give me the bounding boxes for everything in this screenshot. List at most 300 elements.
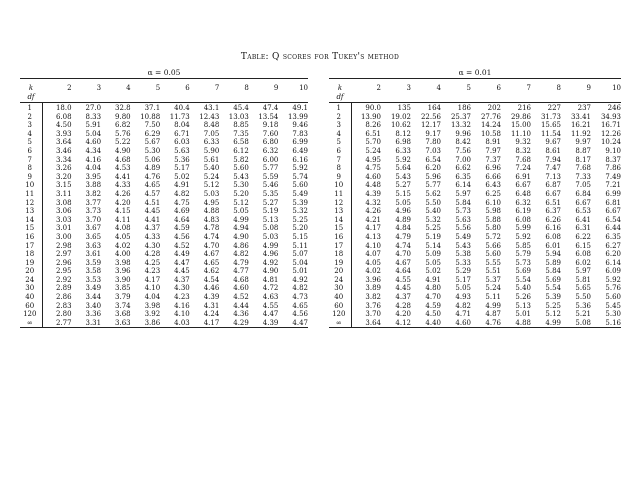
- q-value-cell: 5.92: [292, 164, 308, 173]
- k-header-cell: 8: [556, 84, 561, 92]
- q-value-cell: 5.12: [233, 198, 249, 207]
- q-value-cell: 5.80: [485, 224, 501, 233]
- df-cell: 5: [20, 138, 42, 147]
- q-value-cell: 3.44: [85, 293, 102, 302]
- q-value-cell: 5.46: [262, 181, 279, 190]
- q-value-cell: 5.60: [605, 293, 621, 302]
- q-value-cell: 5.30: [605, 310, 621, 319]
- df-cell: 6: [329, 147, 351, 156]
- q-value-cell: 4.78: [203, 224, 220, 233]
- q-value-cell: 4.82: [455, 301, 471, 310]
- q-value-cell: 27.0: [85, 104, 102, 112]
- df-cell: 1: [20, 103, 42, 113]
- q-value-cell: 34.93: [600, 112, 621, 121]
- df-label: df: [329, 93, 351, 103]
- q-value-cell: 4.77: [233, 267, 249, 276]
- q-value-cell: 12.17: [420, 121, 441, 130]
- table-row: [329, 284, 621, 293]
- df-cell: 18: [329, 250, 351, 259]
- q-value-cell: 4.70: [203, 241, 220, 250]
- df-cell: 13: [329, 207, 351, 216]
- df-cell: ∞: [20, 319, 42, 328]
- q-value-cell: 4.10: [144, 284, 161, 293]
- q-value-cell: 4.15: [115, 207, 131, 216]
- q-value-cell: 6.54: [425, 155, 441, 164]
- q-value-cell: 4.59: [425, 301, 441, 310]
- q-value-cell: 9.18: [262, 121, 279, 130]
- q-value-cell: 6.91: [515, 172, 531, 181]
- q-value-cell: 4.30: [174, 284, 190, 293]
- q-value-cell: 8.91: [485, 138, 501, 147]
- q-value-cell: 4.40: [411, 319, 441, 328]
- q-value-cell: 16.71: [600, 121, 621, 130]
- q-value-cell: 4.75: [174, 198, 190, 207]
- df-cell: 40: [329, 293, 351, 302]
- table-row: [329, 310, 621, 319]
- q-value-cell: 4.47: [174, 258, 190, 267]
- k-header-cell: 10: [299, 84, 308, 92]
- df-header-row: [20, 93, 308, 103]
- df-cell: 10: [329, 181, 351, 190]
- df-cell: 4: [20, 130, 42, 139]
- q-value-cell: 6.15: [575, 241, 591, 250]
- q-value-cell: 6.14: [455, 181, 471, 190]
- alpha-label: α = 0.05: [147, 68, 181, 77]
- table-row: [20, 190, 308, 199]
- df-cell: 11: [20, 190, 42, 199]
- q-value-cell: 29.86: [510, 112, 531, 121]
- q-value-cell: 5.96: [425, 172, 441, 181]
- q-value-cell: 5.81: [575, 275, 591, 284]
- df-cell: 20: [329, 267, 351, 276]
- q-value-cell: 6.02: [575, 258, 591, 267]
- q-value-cell: 4.60: [233, 284, 249, 293]
- table-row: [20, 259, 308, 268]
- q-value-cell: 4.68: [115, 155, 131, 164]
- q-value-cell: 8.48: [203, 121, 220, 130]
- q-value-cell: 4.17: [144, 275, 161, 284]
- q-value-cell: 4.88: [203, 207, 220, 216]
- q-value-cell: 2.89: [55, 284, 72, 293]
- q-value-cell: 6.08: [515, 215, 531, 224]
- q-value-cell: 90.0: [365, 104, 381, 112]
- header-spacer: [160, 93, 190, 103]
- q-value-cell: 5.40: [203, 164, 220, 173]
- q-value-cell: 3.64: [55, 138, 72, 147]
- q-value-cell: 4.63: [262, 293, 279, 302]
- df-cell: 6: [20, 147, 42, 156]
- q-value-cell: 4.92: [262, 258, 279, 267]
- q-value-cell: 5.63: [174, 146, 190, 155]
- q-value-cell: 6.53: [575, 207, 591, 216]
- q-value-cell: 5.29: [455, 267, 471, 276]
- q-value-cell: 3.64: [351, 319, 381, 328]
- q-value-cell: 4.12: [381, 319, 411, 328]
- q-value-cell: 7.97: [485, 146, 501, 155]
- q-value-cell: 8.85: [233, 121, 249, 130]
- df-cell: 15: [329, 224, 351, 233]
- q-value-cell: 5.27: [395, 181, 411, 190]
- q-value-cell: 3.15: [55, 181, 72, 190]
- df-cell: 2: [20, 113, 42, 122]
- q-value-cell: 4.60: [85, 138, 102, 147]
- q-value-cell: 5.19: [262, 207, 279, 216]
- q-value-cell: 4.54: [203, 275, 220, 284]
- q-value-cell: 6.62: [455, 164, 471, 173]
- q-value-cell: 5.49: [292, 189, 308, 198]
- k-header-cell: 4: [126, 84, 131, 92]
- q-value-cell: 4.34: [85, 146, 102, 155]
- q-value-cell: 3.88: [85, 181, 102, 190]
- header-spacer: [278, 93, 308, 103]
- table-row: [329, 138, 621, 147]
- q-value-cell: 6.58: [233, 138, 249, 147]
- q-value-cell: 4.60: [441, 319, 471, 328]
- q-value-cell: 4.41: [115, 172, 131, 181]
- df-cell: 10: [20, 181, 42, 190]
- q-value-cell: 5.32: [425, 215, 441, 224]
- df-cell: 5: [329, 138, 351, 147]
- df-label: df: [20, 93, 42, 103]
- q-value-cell: 4.08: [115, 224, 131, 233]
- q-value-cell: 9.10: [605, 146, 621, 155]
- q-value-cell: 4.04: [85, 164, 102, 173]
- alpha-label: α = 0.01: [458, 68, 492, 77]
- q-value-cell: 4.50: [55, 121, 72, 130]
- q-value-cell: 5.65: [575, 284, 591, 293]
- k-header-cell: 2: [67, 84, 72, 92]
- q-value-cell: 7.37: [485, 155, 501, 164]
- table-row: [20, 319, 308, 328]
- q-value-cell: 4.33: [115, 181, 131, 190]
- q-value-cell: 6.12: [233, 146, 249, 155]
- q-value-cell: 14.24: [480, 121, 501, 130]
- q-value-cell: 4.39: [203, 293, 220, 302]
- q-value-cell: 2.95: [55, 267, 72, 276]
- q-value-cell: 4.39: [365, 189, 381, 198]
- q-value-cell: 5.63: [455, 215, 471, 224]
- df-cell: 2: [329, 113, 351, 122]
- table-row: [20, 113, 308, 122]
- header-spacer: [190, 93, 220, 103]
- q-value-cell: 8.04: [174, 121, 190, 130]
- table-row: [329, 242, 621, 251]
- df-cell: 16: [329, 233, 351, 242]
- q-value-cell: 8.42: [455, 138, 471, 147]
- df-cell: 19: [20, 259, 42, 268]
- q-value-cell: 3.70: [85, 215, 102, 224]
- q-value-cell: 5.40: [515, 284, 531, 293]
- q-value-cell: 5.16: [591, 319, 621, 328]
- q-value-cell: 4.24: [203, 310, 220, 319]
- q-value-cell: 6.41: [575, 215, 591, 224]
- q-value-cell: 6.16: [292, 155, 308, 164]
- q-value-cell: 227: [547, 104, 561, 112]
- q-value-cell: 6.14: [605, 258, 621, 267]
- q-value-cell: 6.20: [605, 250, 621, 259]
- q-value-cell: 4.90: [115, 146, 131, 155]
- df-cell: 16: [20, 233, 42, 242]
- q-value-cell: 15.65: [540, 121, 561, 130]
- table-row: [20, 207, 308, 216]
- q-value-cell: 3.98: [115, 258, 131, 267]
- q-value-cell: 4.74: [395, 241, 411, 250]
- q-value-cell: 5.74: [292, 172, 308, 181]
- df-cell: 60: [329, 302, 351, 311]
- q-value-cell: 2.98: [55, 241, 72, 250]
- k-header-cell: 5: [155, 84, 161, 92]
- table-row: [329, 293, 621, 302]
- q-value-cell: 5.50: [575, 293, 591, 302]
- table-row: [20, 233, 308, 242]
- q-value-cell: 4.93: [455, 293, 471, 302]
- header-spacer: [249, 93, 279, 103]
- q-value-cell: 3.59: [85, 258, 102, 267]
- q-value-cell: 7.49: [605, 172, 621, 181]
- q-value-cell: 6.66: [485, 172, 501, 181]
- q-value-cell: 4.88: [501, 319, 531, 328]
- q-value-cell: 6.67: [575, 198, 591, 207]
- q-value-cell: 4.45: [174, 267, 190, 276]
- q-value-cell: 5.25: [292, 215, 308, 224]
- q-value-cell: 6.32: [262, 146, 279, 155]
- df-cell: 1: [329, 103, 351, 113]
- q-value-cell: 4.10: [174, 310, 190, 319]
- q-value-cell: 13.32: [450, 121, 471, 130]
- q-value-cell: 6.35: [455, 172, 471, 181]
- df-cell: 3: [20, 121, 42, 130]
- df-cell: 24: [329, 276, 351, 285]
- q-value-cell: 5.22: [115, 138, 131, 147]
- q-value-cell: 7.21: [605, 181, 621, 190]
- table-row: [329, 121, 621, 130]
- q-value-cell: 5.26: [515, 293, 531, 302]
- q-value-cell: 3.86: [131, 319, 161, 328]
- header-spacer: [101, 93, 131, 103]
- q-value-cell: 4.65: [292, 301, 308, 310]
- q-value-cell: 4.53: [115, 164, 131, 173]
- table-row: [329, 156, 621, 165]
- q-value-cell: 5.12: [545, 310, 561, 319]
- q-value-cell: 4.36: [233, 310, 249, 319]
- q-value-cell: 5.33: [455, 258, 471, 267]
- q-value-cell: 4.45: [144, 207, 161, 216]
- q-value-cell: 6.08: [575, 250, 591, 259]
- k-label: k: [28, 84, 34, 92]
- header-spacer: [441, 93, 471, 103]
- q-value-cell: 7.94: [545, 155, 561, 164]
- q-value-cell: 3.96: [115, 267, 131, 276]
- k-header-cell: 5: [466, 84, 471, 92]
- q-value-cell: 5.64: [395, 164, 411, 173]
- q-value-cell: 5.07: [292, 250, 308, 259]
- q-value-cell: 7.56: [455, 146, 471, 155]
- q-value-cell: 6.51: [545, 198, 561, 207]
- q-value-cell: 6.32: [515, 198, 531, 207]
- q-value-cell: 4.00: [115, 250, 131, 259]
- q-value-cell: 4.30: [144, 241, 161, 250]
- q-value-cell: 7.68: [575, 164, 591, 173]
- q-value-cell: 5.67: [144, 138, 161, 147]
- q-value-cell: 4.52: [233, 293, 249, 302]
- q-value-cell: 3.63: [101, 319, 131, 328]
- table-row: [329, 113, 621, 122]
- k-header-cell: 8: [244, 84, 249, 92]
- q-value-cell: 3.82: [365, 293, 381, 302]
- q-value-cell: 4.21: [365, 215, 381, 224]
- q-value-cell: 6.54: [605, 215, 621, 224]
- q-value-cell: 5.13: [262, 215, 279, 224]
- q-value-cell: 5.30: [144, 146, 161, 155]
- q-value-cell: 7.05: [575, 181, 591, 190]
- q-value-cell: 6.67: [515, 181, 531, 190]
- q-value-cell: 4.64: [174, 215, 190, 224]
- header-spacer: [591, 93, 621, 103]
- q-value-cell: 5.55: [485, 258, 501, 267]
- q-value-cell: 4.26: [115, 189, 131, 198]
- df-cell: 8: [20, 164, 42, 173]
- q-value-cell: 4.41: [144, 215, 161, 224]
- q-value-cell: 5.36: [575, 301, 591, 310]
- table-row: [20, 242, 308, 251]
- q-value-cell: 5.61: [203, 155, 220, 164]
- q-value-cell: 4.70: [395, 250, 411, 259]
- q-value-cell: 6.08: [545, 232, 561, 241]
- q-value-cell: 4.84: [395, 224, 411, 233]
- q-value-cell: 6.87: [545, 181, 561, 190]
- q-value-cell: 6.80: [262, 138, 279, 147]
- q-value-cell: 4.16: [85, 155, 102, 164]
- q-value-cell: 4.72: [262, 284, 279, 293]
- k-label: k: [337, 84, 343, 92]
- q-value-cell: 7.83: [292, 129, 308, 138]
- q-value-cell: 13.03: [228, 112, 249, 121]
- q-value-cell: 3.98: [144, 301, 161, 310]
- q-value-cell: 4.87: [485, 310, 501, 319]
- q-value-cell: 5.24: [365, 146, 381, 155]
- header-spacer: [501, 93, 531, 103]
- df-cell: 7: [20, 156, 42, 165]
- q-value-cell: 5.05: [395, 198, 411, 207]
- q-value-cell: 5.43: [395, 172, 411, 181]
- q-value-cell: 7.80: [425, 138, 441, 147]
- q-value-cell: 8.61: [545, 146, 561, 155]
- df-cell: 12: [20, 199, 42, 208]
- k-header-cell: 6: [185, 84, 190, 92]
- q-value-cell: 4.91: [174, 181, 190, 190]
- q-value-cell: 5.02: [425, 267, 441, 276]
- df-cell: 120: [20, 310, 42, 319]
- q-value-cell: 5.84: [545, 267, 561, 276]
- q-value-cell: 3.68: [115, 310, 131, 319]
- q-value-cell: 4.03: [160, 319, 190, 328]
- q-value-cell: 4.74: [203, 232, 220, 241]
- q-value-cell: 3.26: [55, 164, 72, 173]
- q-value-cell: 5.08: [262, 224, 279, 233]
- q-value-cell: 3.08: [55, 198, 72, 207]
- k-header-cell: 3: [96, 84, 102, 92]
- table-row: [329, 207, 621, 216]
- q-value-cell: 9.80: [115, 112, 131, 121]
- q-value-cell: 3.70: [365, 310, 381, 319]
- q-value-cell: 4.76: [144, 172, 161, 181]
- q-value-cell: 5.60: [292, 181, 308, 190]
- alpha-001-panel: [329, 67, 621, 328]
- q-value-cell: 4.02: [365, 267, 381, 276]
- q-value-cell: 4.28: [144, 250, 161, 259]
- q-value-cell: 9.96: [455, 129, 471, 138]
- q-value-cell: 5.37: [485, 275, 501, 284]
- q-value-cell: 4.82: [233, 250, 249, 259]
- k-header-cell: 2: [376, 84, 381, 92]
- q-value-cell: 43.1: [203, 104, 220, 112]
- q-value-cell: 9.32: [515, 138, 531, 147]
- q-value-cell: 10.62: [390, 121, 411, 130]
- q-value-cell: 2.96: [55, 258, 72, 267]
- q-value-cell: 6.09: [605, 267, 621, 276]
- q-value-cell: 40.4: [174, 104, 190, 112]
- q-value-cell: 4.67: [395, 258, 411, 267]
- df-cell: 15: [20, 224, 42, 233]
- q-value-cell: 47.4: [262, 104, 279, 112]
- header-spacer: [561, 93, 591, 103]
- q-value-cell: 4.59: [174, 224, 190, 233]
- q-value-cell: 3.58: [85, 267, 102, 276]
- q-value-cell: 6.26: [545, 215, 561, 224]
- q-value-cell: 5.04: [292, 258, 308, 267]
- q-value-cell: 5.90: [203, 146, 220, 155]
- q-value-cell: 7.35: [233, 129, 249, 138]
- q-value-cell: 5.36: [174, 155, 190, 164]
- q-value-cell: 5.17: [174, 164, 190, 173]
- q-value-cell: 4.10: [365, 241, 381, 250]
- q-value-cell: 4.32: [365, 198, 381, 207]
- q-value-cell: 6.16: [545, 224, 561, 233]
- q-value-cell: 8.37: [605, 155, 621, 164]
- q-value-cell: 5.24: [485, 284, 501, 293]
- df-cell: 18: [20, 250, 42, 259]
- q-value-cell: 6.84: [575, 189, 591, 198]
- k-header-row: [329, 83, 621, 93]
- q-value-cell: 7.03: [425, 146, 441, 155]
- q-value-cell: 6.44: [605, 224, 621, 233]
- q-value-cell: 7.13: [545, 172, 561, 181]
- q-value-cell: 5.51: [485, 267, 501, 276]
- q-value-cell: 5.43: [233, 172, 249, 181]
- q-value-cell: 3.49: [85, 284, 102, 293]
- q-value-cell: 6.08: [55, 112, 72, 121]
- q-value-cell: 5.11: [485, 293, 501, 302]
- table-row: [20, 147, 308, 156]
- table-row: [329, 173, 621, 182]
- q-value-cell: 4.65: [144, 181, 161, 190]
- q-value-cell: 3.63: [85, 241, 102, 250]
- q-value-cell: 2.86: [55, 293, 72, 302]
- table-row: [329, 103, 621, 113]
- q-value-cell: 4.50: [425, 310, 441, 319]
- q-value-cell: 5.39: [545, 293, 561, 302]
- q-value-cell: 5.05: [233, 207, 249, 216]
- q-value-cell: 5.30: [233, 181, 249, 190]
- q-value-cell: 4.16: [174, 301, 190, 310]
- q-value-cell: 4.65: [203, 258, 220, 267]
- q-value-cell: 5.97: [455, 189, 471, 198]
- q-value-cell: 4.89: [395, 215, 411, 224]
- q-value-cell: 5.05: [425, 258, 441, 267]
- q-value-cell: 5.27: [262, 198, 279, 207]
- q-value-cell: 4.94: [233, 224, 249, 233]
- q-value-cell: 4.92: [292, 275, 308, 284]
